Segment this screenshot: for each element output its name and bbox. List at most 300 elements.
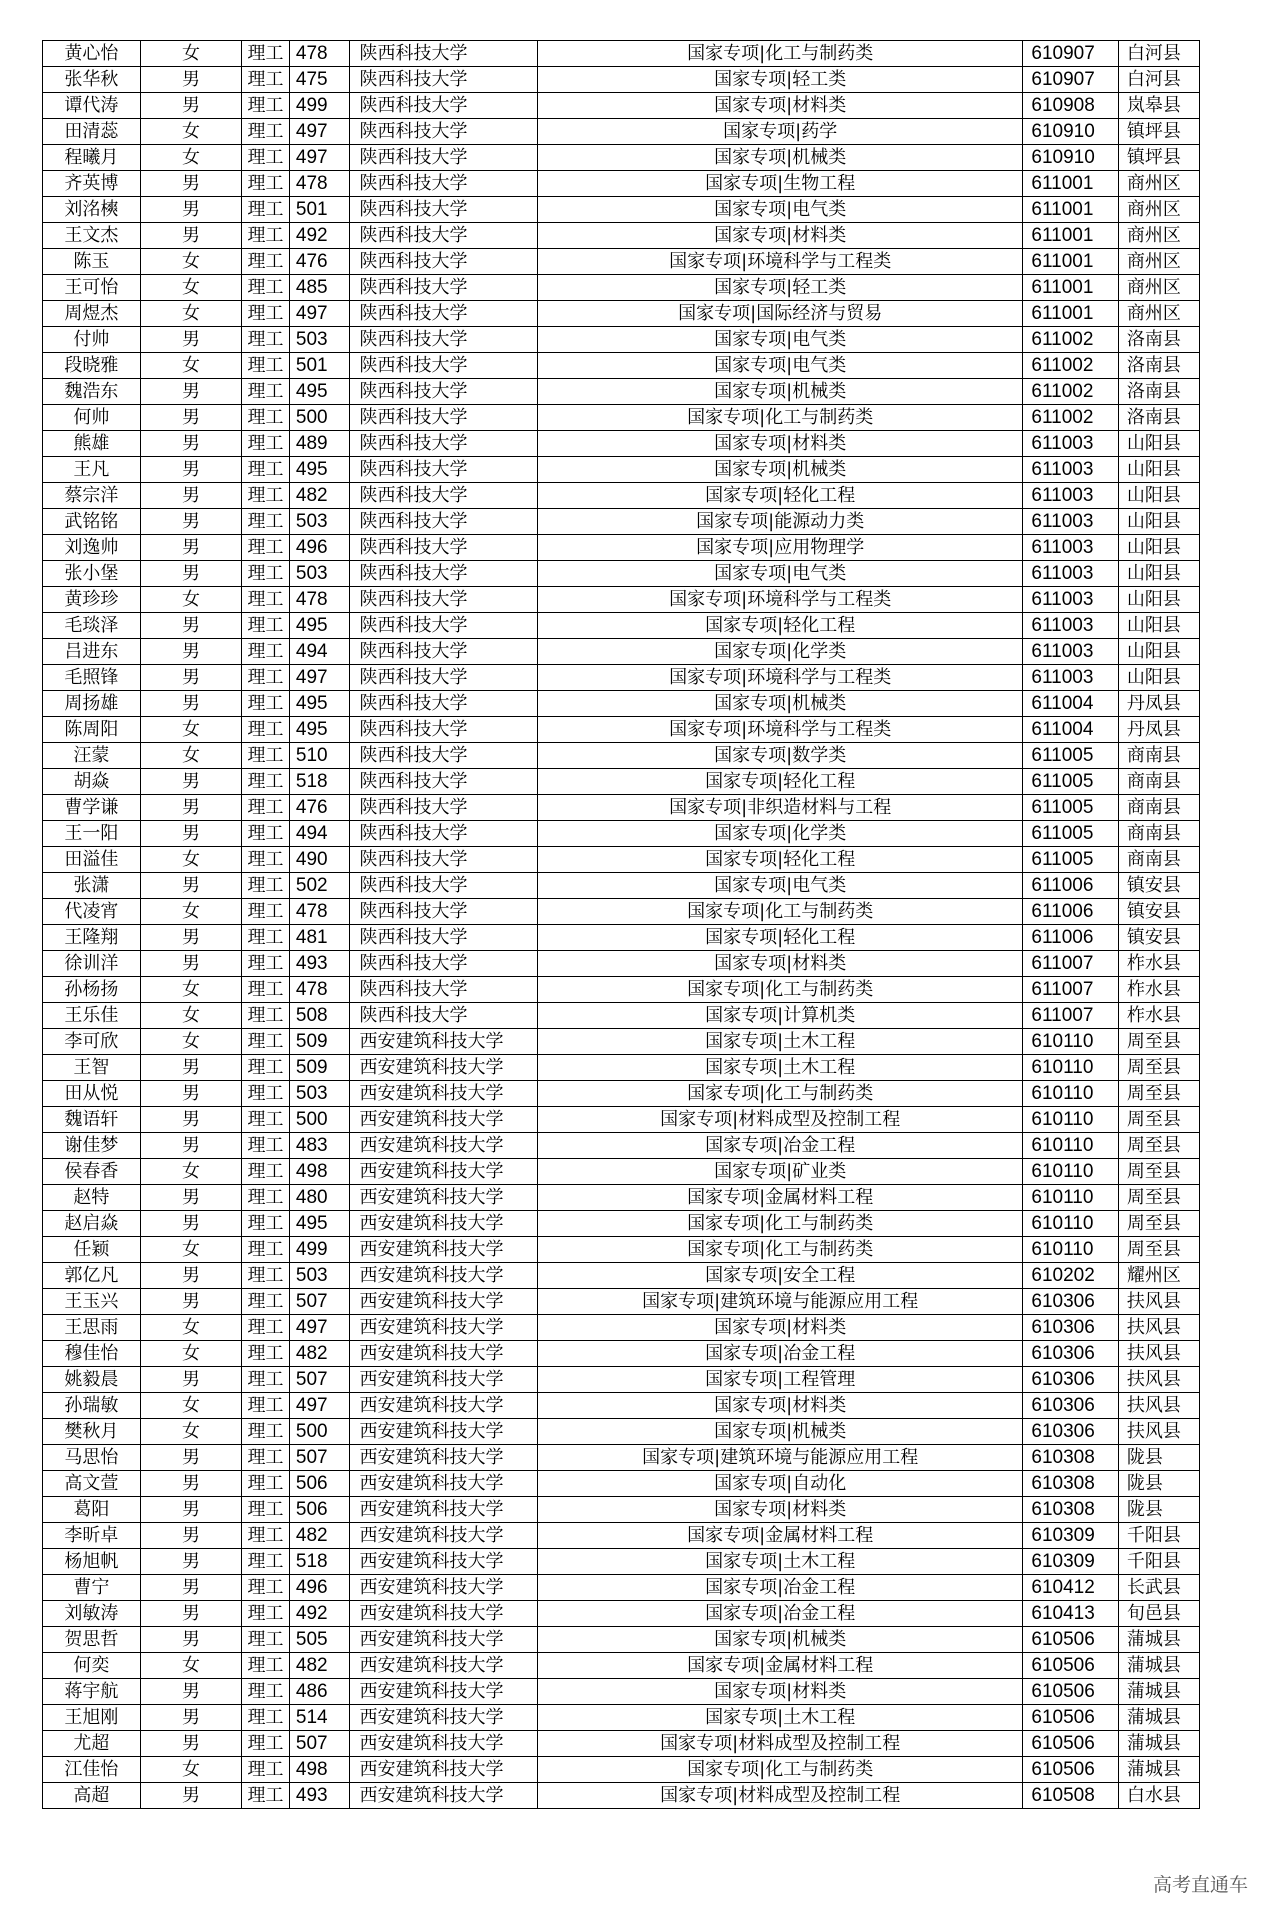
major-cell: 国家专项|金属材料工程: [537, 1653, 1022, 1679]
code-cell: 610110: [1023, 1185, 1118, 1211]
school-cell: 陕西科技大学: [349, 561, 537, 587]
table-row: [43, 1003, 1200, 1029]
table-row: [43, 899, 1200, 925]
gender-cell: 男: [140, 171, 241, 197]
county-cell: 洛南县: [1118, 353, 1199, 379]
table-row: [43, 1497, 1200, 1523]
name-cell: 侯春香: [43, 1159, 141, 1185]
name-cell: 王一阳: [43, 821, 141, 847]
school-cell: 陕西科技大学: [349, 67, 537, 93]
score-cell: 485: [289, 275, 349, 301]
name-cell: 何帅: [43, 405, 141, 431]
name-cell: 毛琰泽: [43, 613, 141, 639]
gender-cell: 女: [140, 1419, 241, 1445]
watermark: 高考直通车: [1152, 1874, 1248, 1896]
school-cell: 陕西科技大学: [349, 1003, 537, 1029]
gender-cell: 男: [140, 613, 241, 639]
gender-cell: 男: [140, 67, 241, 93]
name-cell: 刘逸帅: [43, 535, 141, 561]
county-cell: 旬邑县: [1118, 1601, 1199, 1627]
code-cell: 611005: [1023, 795, 1118, 821]
score-cell: 503: [289, 509, 349, 535]
school-cell: 西安建筑科技大学: [349, 1315, 537, 1341]
table-row: [43, 223, 1200, 249]
table-row: [43, 1133, 1200, 1159]
name-cell: 王思雨: [43, 1315, 141, 1341]
major-cell: 国家专项|机械类: [537, 145, 1022, 171]
name-cell: 王旭刚: [43, 1705, 141, 1731]
table-row: [43, 67, 1200, 93]
code-cell: 611007: [1023, 1003, 1118, 1029]
code-cell: 611005: [1023, 769, 1118, 795]
gender-cell: 女: [140, 1393, 241, 1419]
school-cell: 陕西科技大学: [349, 405, 537, 431]
major-cell: 国家专项|建筑环境与能源应用工程: [537, 1289, 1022, 1315]
major-cell: 国家专项|材料类: [537, 1393, 1022, 1419]
major-cell: 国家专项|轻化工程: [537, 925, 1022, 951]
name-cell: 樊秋月: [43, 1419, 141, 1445]
code-cell: 611003: [1023, 613, 1118, 639]
category-cell: 理工: [242, 1549, 290, 1575]
school-cell: 陕西科技大学: [349, 457, 537, 483]
table-row: [43, 1081, 1200, 1107]
category-cell: 理工: [242, 1445, 290, 1471]
category-cell: 理工: [242, 1159, 290, 1185]
category-cell: 理工: [242, 41, 290, 67]
major-cell: 国家专项|材料成型及控制工程: [537, 1731, 1022, 1757]
gender-cell: 男: [140, 639, 241, 665]
table-row: [43, 1445, 1200, 1471]
score-cell: 510: [289, 743, 349, 769]
gender-cell: 男: [140, 509, 241, 535]
major-cell: 国家专项|轻化工程: [537, 613, 1022, 639]
code-cell: 610506: [1023, 1627, 1118, 1653]
code-cell: 611005: [1023, 847, 1118, 873]
major-cell: 国家专项|能源动力类: [537, 509, 1022, 535]
county-cell: 山阳县: [1118, 613, 1199, 639]
name-cell: 付帅: [43, 327, 141, 353]
table-row: [43, 41, 1200, 67]
major-cell: 国家专项|化工与制药类: [537, 405, 1022, 431]
code-cell: 610306: [1023, 1289, 1118, 1315]
code-cell: 610306: [1023, 1315, 1118, 1341]
county-cell: 蒲城县: [1118, 1731, 1199, 1757]
score-cell: 495: [289, 613, 349, 639]
category-cell: 理工: [242, 1133, 290, 1159]
county-cell: 商州区: [1118, 301, 1199, 327]
name-cell: 段晓雅: [43, 353, 141, 379]
code-cell: 610110: [1023, 1055, 1118, 1081]
name-cell: 谢佳梦: [43, 1133, 141, 1159]
code-cell: 611006: [1023, 873, 1118, 899]
category-cell: 理工: [242, 1393, 290, 1419]
county-cell: 周至县: [1118, 1029, 1199, 1055]
school-cell: 陕西科技大学: [349, 639, 537, 665]
major-cell: 国家专项|药学: [537, 119, 1022, 145]
code-cell: 610110: [1023, 1159, 1118, 1185]
school-cell: 陕西科技大学: [349, 795, 537, 821]
table-row: [43, 1289, 1200, 1315]
school-cell: 陕西科技大学: [349, 197, 537, 223]
school-cell: 西安建筑科技大学: [349, 1107, 537, 1133]
school-cell: 西安建筑科技大学: [349, 1055, 537, 1081]
county-cell: 白河县: [1118, 67, 1199, 93]
school-cell: 陕西科技大学: [349, 171, 537, 197]
score-cell: 481: [289, 925, 349, 951]
name-cell: 田清蕊: [43, 119, 141, 145]
school-cell: 西安建筑科技大学: [349, 1263, 537, 1289]
category-cell: 理工: [242, 1341, 290, 1367]
category-cell: 理工: [242, 1211, 290, 1237]
school-cell: 西安建筑科技大学: [349, 1705, 537, 1731]
gender-cell: 男: [140, 1523, 241, 1549]
code-cell: 610110: [1023, 1211, 1118, 1237]
score-cell: 503: [289, 1081, 349, 1107]
major-cell: 国家专项|电气类: [537, 561, 1022, 587]
major-cell: 国家专项|机械类: [537, 691, 1022, 717]
table-row: [43, 1367, 1200, 1393]
table-row: [43, 665, 1200, 691]
gender-cell: 男: [140, 1575, 241, 1601]
table-row: [43, 639, 1200, 665]
name-cell: 熊雄: [43, 431, 141, 457]
category-cell: 理工: [242, 223, 290, 249]
school-cell: 陕西科技大学: [349, 587, 537, 613]
code-cell: 610306: [1023, 1393, 1118, 1419]
gender-cell: 女: [140, 145, 241, 171]
county-cell: 山阳县: [1118, 639, 1199, 665]
code-cell: 611001: [1023, 223, 1118, 249]
name-cell: 郭亿凡: [43, 1263, 141, 1289]
table-row: [43, 1549, 1200, 1575]
gender-cell: 男: [140, 1705, 241, 1731]
score-cell: 508: [289, 1003, 349, 1029]
major-cell: 国家专项|电气类: [537, 353, 1022, 379]
score-cell: 503: [289, 561, 349, 587]
name-cell: 毛照锋: [43, 665, 141, 691]
county-cell: 周至县: [1118, 1237, 1199, 1263]
score-cell: 492: [289, 223, 349, 249]
score-cell: 497: [289, 1393, 349, 1419]
county-cell: 商南县: [1118, 743, 1199, 769]
school-cell: 西安建筑科技大学: [349, 1523, 537, 1549]
score-cell: 497: [289, 1315, 349, 1341]
category-cell: 理工: [242, 1419, 290, 1445]
score-cell: 489: [289, 431, 349, 457]
code-cell: 611001: [1023, 301, 1118, 327]
score-cell: 497: [289, 119, 349, 145]
major-cell: 国家专项|轻化工程: [537, 847, 1022, 873]
score-cell: 501: [289, 353, 349, 379]
table-row: [43, 327, 1200, 353]
gender-cell: 女: [140, 301, 241, 327]
name-cell: 张潇: [43, 873, 141, 899]
table-row: [43, 1315, 1200, 1341]
code-cell: 610202: [1023, 1263, 1118, 1289]
code-cell: 610506: [1023, 1757, 1118, 1783]
name-cell: 马思怡: [43, 1445, 141, 1471]
category-cell: 理工: [242, 977, 290, 1003]
table-row: [43, 1783, 1200, 1809]
code-cell: 611003: [1023, 639, 1118, 665]
school-cell: 西安建筑科技大学: [349, 1237, 537, 1263]
code-cell: 611003: [1023, 509, 1118, 535]
score-cell: 493: [289, 951, 349, 977]
score-cell: 499: [289, 93, 349, 119]
category-cell: 理工: [242, 67, 290, 93]
school-cell: 陕西科技大学: [349, 769, 537, 795]
school-cell: 西安建筑科技大学: [349, 1627, 537, 1653]
school-cell: 西安建筑科技大学: [349, 1029, 537, 1055]
code-cell: 611007: [1023, 977, 1118, 1003]
score-cell: 500: [289, 1419, 349, 1445]
county-cell: 山阳县: [1118, 457, 1199, 483]
major-cell: 国家专项|化学类: [537, 639, 1022, 665]
major-cell: 国家专项|自动化: [537, 1471, 1022, 1497]
category-cell: 理工: [242, 1367, 290, 1393]
category-cell: 理工: [242, 1029, 290, 1055]
code-cell: 611002: [1023, 353, 1118, 379]
major-cell: 国家专项|电气类: [537, 327, 1022, 353]
category-cell: 理工: [242, 613, 290, 639]
name-cell: 陈玉: [43, 249, 141, 275]
major-cell: 国家专项|材料类: [537, 1679, 1022, 1705]
major-cell: 国家专项|土木工程: [537, 1029, 1022, 1055]
county-cell: 白水县: [1118, 1783, 1199, 1809]
gender-cell: 男: [140, 1055, 241, 1081]
gender-cell: 女: [140, 899, 241, 925]
name-cell: 汪蒙: [43, 743, 141, 769]
score-cell: 490: [289, 847, 349, 873]
gender-cell: 女: [140, 1315, 241, 1341]
table-row: [43, 1055, 1200, 1081]
code-cell: 610110: [1023, 1029, 1118, 1055]
score-cell: 495: [289, 691, 349, 717]
score-cell: 482: [289, 1523, 349, 1549]
table-row: [43, 1731, 1200, 1757]
county-cell: 丹凤县: [1118, 691, 1199, 717]
gender-cell: 女: [140, 743, 241, 769]
table-row: [43, 1653, 1200, 1679]
county-cell: 柞水县: [1118, 951, 1199, 977]
school-cell: 陕西科技大学: [349, 275, 537, 301]
code-cell: 611001: [1023, 171, 1118, 197]
gender-cell: 男: [140, 1133, 241, 1159]
code-cell: 610110: [1023, 1133, 1118, 1159]
county-cell: 周至县: [1118, 1211, 1199, 1237]
name-cell: 王可怡: [43, 275, 141, 301]
county-cell: 千阳县: [1118, 1523, 1199, 1549]
category-cell: 理工: [242, 353, 290, 379]
name-cell: 齐英博: [43, 171, 141, 197]
score-cell: 518: [289, 769, 349, 795]
name-cell: 高文萱: [43, 1471, 141, 1497]
gender-cell: 男: [140, 1497, 241, 1523]
gender-cell: 女: [140, 587, 241, 613]
score-cell: 495: [289, 457, 349, 483]
category-cell: 理工: [242, 639, 290, 665]
county-cell: 周至县: [1118, 1159, 1199, 1185]
table-row: [43, 145, 1200, 171]
gender-cell: 男: [140, 1185, 241, 1211]
school-cell: 西安建筑科技大学: [349, 1731, 537, 1757]
county-cell: 商州区: [1118, 223, 1199, 249]
gender-cell: 男: [140, 665, 241, 691]
table-row: [43, 1185, 1200, 1211]
major-cell: 国家专项|轻化工程: [537, 483, 1022, 509]
name-cell: 孙瑞敏: [43, 1393, 141, 1419]
score-cell: 497: [289, 665, 349, 691]
score-cell: 478: [289, 41, 349, 67]
school-cell: 西安建筑科技大学: [349, 1653, 537, 1679]
gender-cell: 女: [140, 1757, 241, 1783]
category-cell: 理工: [242, 873, 290, 899]
major-cell: 国家专项|生物工程: [537, 171, 1022, 197]
gender-cell: 男: [140, 1601, 241, 1627]
category-cell: 理工: [242, 1263, 290, 1289]
table-row: [43, 1237, 1200, 1263]
county-cell: 商州区: [1118, 275, 1199, 301]
table-row: [43, 1705, 1200, 1731]
score-cell: 507: [289, 1445, 349, 1471]
major-cell: 国家专项|化工与制药类: [537, 1237, 1022, 1263]
name-cell: 蔡宗洋: [43, 483, 141, 509]
code-cell: 610412: [1023, 1575, 1118, 1601]
school-cell: 陕西科技大学: [349, 977, 537, 1003]
score-cell: 482: [289, 483, 349, 509]
score-cell: 492: [289, 1601, 349, 1627]
gender-cell: 女: [140, 1029, 241, 1055]
county-cell: 镇安县: [1118, 925, 1199, 951]
category-cell: 理工: [242, 1497, 290, 1523]
school-cell: 西安建筑科技大学: [349, 1419, 537, 1445]
major-cell: 国家专项|材料类: [537, 223, 1022, 249]
table-row: [43, 873, 1200, 899]
name-cell: 徐训洋: [43, 951, 141, 977]
table-row: [43, 1471, 1200, 1497]
name-cell: 杨旭帆: [43, 1549, 141, 1575]
code-cell: 610308: [1023, 1445, 1118, 1471]
category-cell: 理工: [242, 1237, 290, 1263]
major-cell: 国家专项|安全工程: [537, 1263, 1022, 1289]
school-cell: 陕西科技大学: [349, 301, 537, 327]
name-cell: 姚毅晨: [43, 1367, 141, 1393]
code-cell: 610306: [1023, 1367, 1118, 1393]
name-cell: 谭代涛: [43, 93, 141, 119]
county-cell: 商州区: [1118, 171, 1199, 197]
major-cell: 国家专项|建筑环境与能源应用工程: [537, 1445, 1022, 1471]
school-cell: 西安建筑科技大学: [349, 1081, 537, 1107]
gender-cell: 男: [140, 795, 241, 821]
gender-cell: 男: [140, 483, 241, 509]
table-row: [43, 1575, 1200, 1601]
score-cell: 478: [289, 899, 349, 925]
score-cell: 503: [289, 1263, 349, 1289]
major-cell: 国家专项|化工与制药类: [537, 977, 1022, 1003]
code-cell: 611004: [1023, 691, 1118, 717]
name-cell: 赵特: [43, 1185, 141, 1211]
gender-cell: 女: [140, 275, 241, 301]
gender-cell: 男: [140, 197, 241, 223]
major-cell: 国家专项|应用物理学: [537, 535, 1022, 561]
name-cell: 田溢佳: [43, 847, 141, 873]
score-cell: 506: [289, 1471, 349, 1497]
score-cell: 500: [289, 1107, 349, 1133]
category-cell: 理工: [242, 119, 290, 145]
name-cell: 刘敏涛: [43, 1601, 141, 1627]
school-cell: 陕西科技大学: [349, 119, 537, 145]
county-cell: 丹凤县: [1118, 717, 1199, 743]
county-cell: 柞水县: [1118, 1003, 1199, 1029]
county-cell: 商南县: [1118, 847, 1199, 873]
county-cell: 岚皋县: [1118, 93, 1199, 119]
county-cell: 蒲城县: [1118, 1627, 1199, 1653]
category-cell: 理工: [242, 691, 290, 717]
name-cell: 尤超: [43, 1731, 141, 1757]
major-cell: 国家专项|化工与制药类: [537, 1081, 1022, 1107]
school-cell: 陕西科技大学: [349, 249, 537, 275]
category-cell: 理工: [242, 587, 290, 613]
major-cell: 国家专项|轻工类: [537, 67, 1022, 93]
code-cell: 610309: [1023, 1523, 1118, 1549]
county-cell: 商州区: [1118, 249, 1199, 275]
code-cell: 611002: [1023, 379, 1118, 405]
major-cell: 国家专项|国际经济与贸易: [537, 301, 1022, 327]
county-cell: 陇县: [1118, 1497, 1199, 1523]
school-cell: 陕西科技大学: [349, 899, 537, 925]
table-row: [43, 1419, 1200, 1445]
table-row: [43, 379, 1200, 405]
gender-cell: 男: [140, 431, 241, 457]
county-cell: 山阳县: [1118, 431, 1199, 457]
score-cell: 507: [289, 1731, 349, 1757]
school-cell: 陕西科技大学: [349, 925, 537, 951]
name-cell: 江佳怡: [43, 1757, 141, 1783]
score-cell: 498: [289, 1159, 349, 1185]
major-cell: 国家专项|材料类: [537, 431, 1022, 457]
school-cell: 西安建筑科技大学: [349, 1575, 537, 1601]
county-cell: 洛南县: [1118, 327, 1199, 353]
gender-cell: 女: [140, 249, 241, 275]
county-cell: 千阳县: [1118, 1549, 1199, 1575]
gender-cell: 女: [140, 1341, 241, 1367]
code-cell: 610306: [1023, 1341, 1118, 1367]
category-cell: 理工: [242, 769, 290, 795]
category-cell: 理工: [242, 925, 290, 951]
score-cell: 503: [289, 327, 349, 353]
school-cell: 西安建筑科技大学: [349, 1445, 537, 1471]
major-cell: 国家专项|计算机类: [537, 1003, 1022, 1029]
code-cell: 611005: [1023, 821, 1118, 847]
category-cell: 理工: [242, 1575, 290, 1601]
school-cell: 西安建筑科技大学: [349, 1783, 537, 1809]
score-cell: 486: [289, 1679, 349, 1705]
major-cell: 国家专项|非织造材料与工程: [537, 795, 1022, 821]
gender-cell: 男: [140, 535, 241, 561]
category-cell: 理工: [242, 145, 290, 171]
county-cell: 山阳县: [1118, 665, 1199, 691]
county-cell: 扶风县: [1118, 1393, 1199, 1419]
major-cell: 国家专项|材料成型及控制工程: [537, 1107, 1022, 1133]
school-cell: 陕西科技大学: [349, 223, 537, 249]
category-cell: 理工: [242, 1315, 290, 1341]
name-cell: 田从悦: [43, 1081, 141, 1107]
table-row: [43, 847, 1200, 873]
school-cell: 陕西科技大学: [349, 145, 537, 171]
gender-cell: 男: [140, 405, 241, 431]
table-row: [43, 431, 1200, 457]
county-cell: 镇坪县: [1118, 145, 1199, 171]
